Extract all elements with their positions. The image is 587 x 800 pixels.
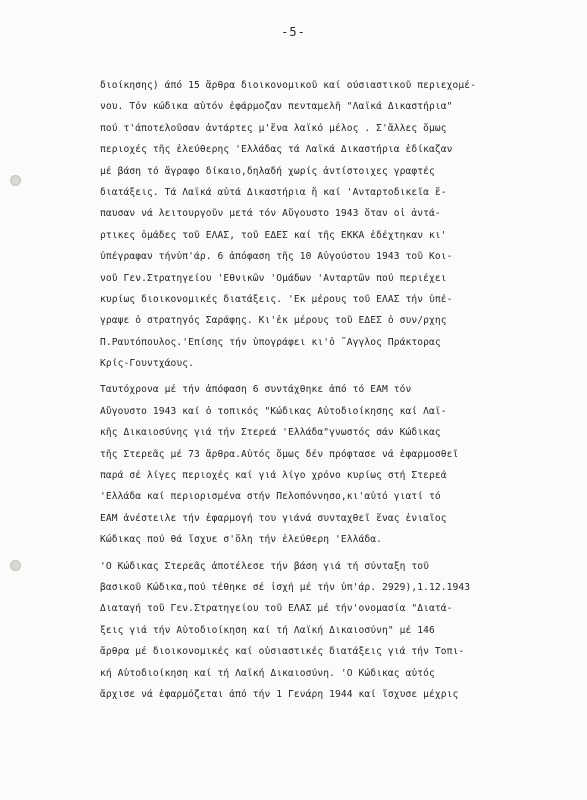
text-line: κή Αὐτοδιοίκηση καί τή Λαϊκή Δικαιοσύνη. 'Ο Κώδικας αὐτός xyxy=(100,667,435,679)
text-line: κῆς Δικαιοσύνης γιά τήν Στερεά 'Ελλάδα"γνωστός σάν Κώδικας xyxy=(100,427,441,439)
text-line: κυρίως διοικονομικές διατάξεις. 'Εκ μέρους τοῦ ΕΛΑΣ τήν ὑπέ- xyxy=(100,293,453,305)
text-line: πού τ'άποτελοῦσαν ἀντάρτες μ'ἕνα λαϊκό μέλος . Σ'ἄλλες ὅμως xyxy=(100,122,447,134)
text-line: νοῦ Γεν.Στρατηγείου 'Εθνικῶν 'Ομάδων 'Ανταρτῶν πού περιέχει xyxy=(100,272,447,284)
page-number: -5- xyxy=(281,25,306,39)
paragraph-3 xyxy=(100,556,578,706)
text-line: ὑπέγραφαν τήνὑπ'άρ. 6 ἀπόφαση τῆς 10 Αὐγούστου 1943 τοῦ Κοι- xyxy=(100,251,453,263)
body-text xyxy=(100,75,578,705)
text-line: ξεις γιά τήν Αὐτοδιοίκηση καί τή Λαϊκή Δικαιοσύνη" μέ 146 xyxy=(100,624,435,636)
text-line: ΕΑΜ ἀνέστειλε τήν ἐφαρμογή του γιάνά συνταχθεῖ ἕνας ἑνιαῖος xyxy=(100,512,447,524)
text-line: διοίκησης) άπό 15 ἄρθρα διοικονομικοῦ καί ούσιαστικοῦ περιεχομέ- xyxy=(100,80,477,91)
punch-hole xyxy=(10,175,21,186)
punch-hole xyxy=(10,560,21,571)
paragraph-2 xyxy=(100,379,578,550)
text-line: ἄρθρα μέ διοικονομικές καί οὐσιαστικές διατάξεις γιά τήν Τοπι- xyxy=(100,646,465,658)
text-line: περιοχές τῆς ἐλεύθερης 'Ελλάδας τά Λαϊκά Δικαστήρια ἐδίκαζαν xyxy=(100,144,453,156)
text-line: Κρίς-Γουντχάους. xyxy=(100,358,195,370)
text-line: μέ βάση τό ἄγραφο δίκαιο,δηλαδή χωρίς ἀντίστοιχες γραφτές xyxy=(100,165,435,177)
text-line: βασικοῦ Κώδικα,πού τέθηκε σέ ἰσχή μέ τήν ὑπ'άρ. 2929),1.12.1943 xyxy=(100,581,471,593)
text-line: παυσαν νά λειτουργοῦν μετά τόν Αὔγουστο 1943 ὅταν οἱ ἀντά- xyxy=(100,208,441,220)
text-line: 'Ο Κώδικας Στερεᾶς ἀποτέλεσε τήν βάση γιά τή σύνταξη τοῦ xyxy=(100,560,430,572)
text-line: τῆς Στερεᾶς μέ 73 ἄρθρα.Αὐτός ὅμως δέν πρόφτασε νά ἐφαρμοσθεῖ xyxy=(100,448,459,460)
paragraph-1 xyxy=(100,75,578,374)
text-line: νου. Τόν κώδικα αὐτόν ἐφάρμοζαν πενταμελῆ "Λαϊκά Δικαστήρια" xyxy=(100,101,453,113)
text-line: Ταυτόχρονα μέ τήν ἀπόφαση 6 συντάχθηκε ἀπό τό ΕΑΜ τόν xyxy=(100,384,412,396)
text-line: Κώδικας πού θά ἴσχυε σ'ὅλη τήν ἐλεύθερη 'Ελλάδα. xyxy=(100,534,383,546)
text-line: 'Ελλάδα καί περιορισμένα στήν Πελοπόννησο,κι'αὐτό γιατί τό xyxy=(100,491,441,503)
text-line: Αὔγουστο 1943 καί ὁ τοπικός "Κώδικας Αὐτοδιοίκησης καί Λαϊ- xyxy=(100,405,447,417)
text-line: Διαταγή τοῦ Γεν.Στρατηγείου τοῦ ΕΛΑΣ μέ τήν'ονομασία "Διατά- xyxy=(100,603,453,615)
text-line: γραψε ὁ στρατηγός Σαράφης. Κι'ἐκ μέρους τοῦ ΕΔΕΣ ὁ συν/ρχης xyxy=(100,315,447,327)
text-line: διατάξεις. Τά Λαϊκά αὐτά Δικαστήρια ἤ καί 'Ανταρτοδικεῖα ἔ- xyxy=(100,186,447,198)
text-line: ἄρχισε νά ἐφαρμόζεται ἀπό τήν 1 Γενάρη 1944 καί ἴσχυσε μέχρις xyxy=(100,688,459,700)
text-line: Π.Ραυτόπουλος.'Επίσης τήν ὑπογράφει κι'ὁ ῎Αγγλος Πράκτορας xyxy=(100,336,441,348)
text-line: παρά σέ λίγες περιοχές καί γιά λίγο χρόνο κυρίως στή Στερεά xyxy=(100,470,447,482)
text-line: ρτικες ὁμάδες τοῦ ΕΛΑΣ, τοῦ ΕΔΕΣ καί τῆς ΕΚΚΑ ἐδέχτηκαν κι' xyxy=(100,229,447,241)
